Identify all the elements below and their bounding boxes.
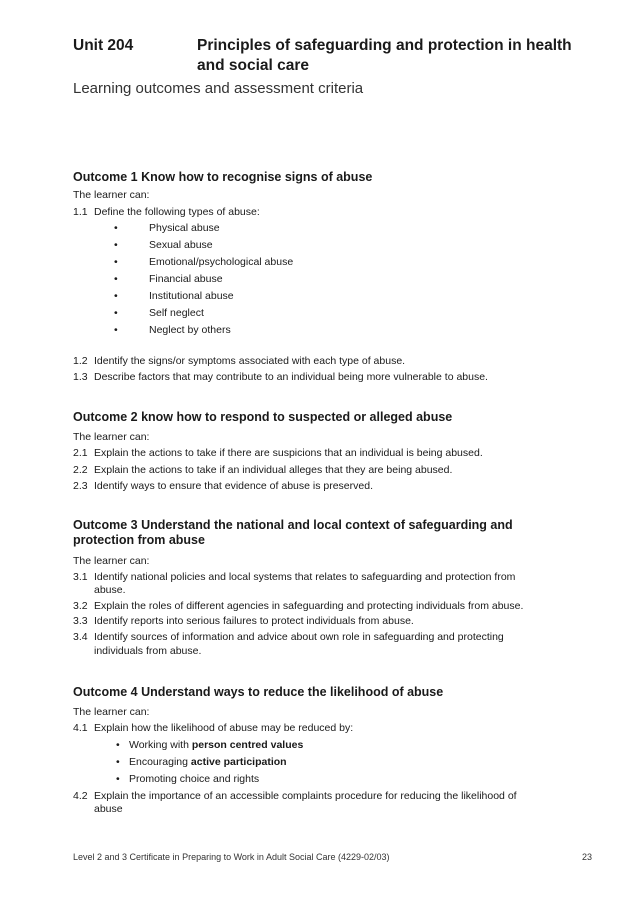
criterion-2-3 bbox=[73, 480, 373, 493]
list-item-text: Promoting choice and rights bbox=[129, 773, 260, 785]
list-item bbox=[116, 773, 259, 786]
criterion-text: Explain the actions to take if there are suspicions that an individual is being abused. bbox=[94, 447, 483, 459]
criterion-1-3 bbox=[73, 371, 488, 384]
list-item bbox=[114, 290, 234, 303]
criterion-4-2-continuation: abuse bbox=[94, 803, 123, 815]
list-item-text: Institutional abuse bbox=[149, 290, 234, 302]
criterion-text: Identify sources of information and advice about own role in safeguarding and protecting bbox=[94, 631, 504, 643]
criterion-text: Identify reports into serious failures to protect individuals from abuse. bbox=[94, 615, 414, 627]
criterion-number: 1.1 bbox=[73, 206, 88, 218]
criterion-2-1 bbox=[73, 447, 483, 460]
criterion-text: Identify ways to ensure that evidence of abuse is preserved. bbox=[94, 480, 373, 492]
bullet-icon: • bbox=[114, 239, 118, 251]
criterion-number: 2.1 bbox=[73, 447, 88, 459]
list-item bbox=[114, 324, 231, 337]
bullet-icon: • bbox=[114, 222, 118, 234]
outcome-2-intro: The learner can: bbox=[73, 431, 150, 443]
criterion-number: 3.4 bbox=[73, 631, 88, 643]
criterion-3-1 bbox=[73, 571, 515, 584]
list-item-bold-text: active participation bbox=[190, 756, 287, 768]
criterion-number: 1.3 bbox=[73, 371, 88, 383]
criterion-3-1-continuation: abuse. bbox=[94, 584, 126, 596]
page-subtitle: Learning outcomes and assessment criteria bbox=[73, 80, 364, 97]
list-item-text: Self neglect bbox=[149, 307, 204, 319]
list-item bbox=[114, 307, 204, 320]
criterion-text: Explain the importance of an accessible complaints procedure for reducing the likelihood of bbox=[94, 790, 517, 802]
bullet-icon: • bbox=[116, 773, 120, 785]
criterion-number: 2.3 bbox=[73, 480, 88, 492]
criterion-2-2 bbox=[73, 464, 452, 477]
criterion-text: Identify national policies and local systems that relates to safeguarding and protection from bbox=[94, 571, 516, 583]
list-item-text: Working with bbox=[129, 739, 192, 751]
bullet-icon: • bbox=[116, 756, 120, 768]
outcome-1-intro: The learner can: bbox=[73, 189, 150, 201]
page-footer: Level 2 and 3 Certificate in Preparing to Work in Adult Social Care (4229-02/03) bbox=[73, 852, 390, 862]
outcome-4-title: Outcome 4 Understand ways to reduce the likelihood of abuse bbox=[73, 685, 444, 699]
criterion-number: 2.2 bbox=[73, 464, 88, 476]
criterion-text: Explain the roles of different agencies in safeguarding and protecting individuals from abuse. bbox=[94, 600, 524, 612]
list-item-text: Sexual abuse bbox=[149, 239, 213, 251]
criterion-1-2 bbox=[73, 355, 405, 368]
criterion-text: Identify the signs/or symptoms associated with each type of abuse. bbox=[94, 355, 406, 367]
unit-title: Principles of safeguarding and protection in health and social care bbox=[197, 37, 572, 74]
outcome-4-intro: The learner can: bbox=[73, 706, 150, 718]
bullet-icon: • bbox=[114, 307, 118, 319]
outcome-2-title: Outcome 2 know how to respond to suspected or alleged abuse bbox=[73, 410, 453, 424]
criterion-text: Explain how the likelihood of abuse may be reduced by: bbox=[94, 722, 354, 734]
list-item-bold-text: person centred values bbox=[191, 739, 304, 751]
criterion-text: Define the following types of abuse: bbox=[94, 206, 260, 218]
list-item bbox=[114, 239, 213, 252]
criterion-3-2 bbox=[73, 600, 523, 613]
page-number: 23 bbox=[582, 852, 593, 862]
list-item bbox=[114, 273, 223, 286]
outcome-3-intro: The learner can: bbox=[73, 555, 150, 567]
criterion-1-1 bbox=[73, 206, 260, 219]
list-item-text: Encouraging bbox=[129, 756, 191, 768]
list-item-text: Financial abuse bbox=[149, 273, 223, 285]
list-item bbox=[116, 756, 287, 769]
criterion-text: Describe factors that may contribute to an individual being more vulnerable to abuse. bbox=[94, 371, 488, 383]
bullet-icon: • bbox=[114, 256, 118, 268]
criterion-3-4 bbox=[73, 631, 504, 644]
criterion-number: 3.2 bbox=[73, 600, 88, 612]
list-item bbox=[114, 256, 293, 269]
criterion-4-2 bbox=[73, 790, 517, 803]
unit-label: Unit 204 bbox=[73, 37, 134, 54]
list-item-text: Physical abuse bbox=[149, 222, 220, 234]
list-item-text: Emotional/psychological abuse bbox=[149, 256, 294, 268]
criterion-3-3 bbox=[73, 615, 414, 628]
list-item-text: Neglect by others bbox=[149, 324, 231, 336]
criterion-number: 4.1 bbox=[73, 722, 88, 734]
criterion-number: 1.2 bbox=[73, 355, 88, 367]
list-item bbox=[114, 222, 220, 235]
bullet-icon: • bbox=[116, 739, 120, 751]
list-item bbox=[116, 739, 303, 752]
criterion-4-1 bbox=[73, 722, 353, 735]
outcome-1-title: Outcome 1 Know how to recognise signs of abuse bbox=[73, 170, 373, 184]
outcome-3-title: Outcome 3 Understand the national and local context of safeguarding and protection from abuse bbox=[73, 518, 513, 547]
bullet-icon: • bbox=[114, 324, 118, 336]
bullet-icon: • bbox=[114, 290, 118, 302]
criterion-number: 3.3 bbox=[73, 615, 88, 627]
criterion-number: 4.2 bbox=[73, 790, 88, 802]
criterion-text: Explain the actions to take if an individual alleges that they are being abused. bbox=[94, 464, 453, 476]
criterion-number: 3.1 bbox=[73, 571, 88, 583]
criterion-3-4-continuation: individuals from abuse. bbox=[94, 645, 202, 657]
bullet-icon: • bbox=[114, 273, 118, 285]
